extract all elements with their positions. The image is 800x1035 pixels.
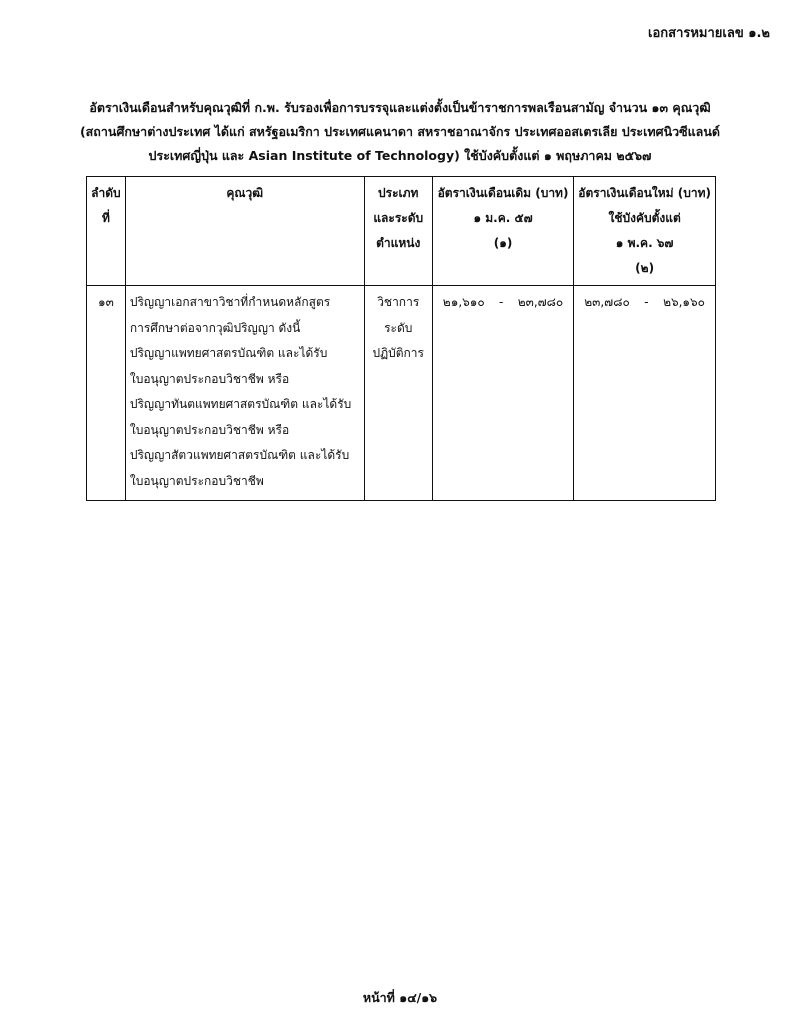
header-text: ประเภท [378, 186, 419, 200]
header-no [87, 177, 126, 286]
cell-position-type [364, 286, 432, 501]
qualification-line: ปริญญาแพทยศาสตรบัณฑิต และได้รับ [129, 346, 328, 360]
position-type-line: ระดับ [384, 320, 413, 335]
header-text: คุณวุฒิ [226, 186, 264, 200]
cell-new-salary [574, 286, 716, 501]
header-text: (๑) [493, 236, 513, 250]
title-line-2: (สถานศึกษาต่างประเทศ ได้แก่ สหรัฐอเมริกา ประเทศแคนาดา สหราชอาณาจักร ประเทศออสเตรเลีย ประเทศนิวซีแลนด์ [79, 124, 721, 139]
header-text: ตำแหน่ง [376, 236, 421, 250]
old-salary-max: ๒๓,๗๘๐ [517, 295, 564, 309]
table-row [87, 286, 716, 501]
range-separator: - [499, 295, 504, 309]
cell-old-salary [432, 286, 573, 501]
document-number: เอกสารหมายเลข ๑.๒ [648, 26, 770, 41]
header-text: อัตราเงินเดือนเดิม (บาท) [437, 186, 569, 200]
header-text: ลำดับ [91, 186, 121, 200]
qualification-line: ใบอนุญาตประกอบวิชาชีพ หรือ [129, 371, 290, 386]
header-text: ใช้บังคับตั้งแต่ [608, 211, 681, 225]
document-title [40, 96, 760, 168]
header-qualification [125, 177, 364, 286]
old-salary-range [437, 290, 569, 316]
header-text: ๑ พ.ค. ๖๗ [615, 236, 674, 250]
position-type-line: ปฏิบัติการ [372, 346, 424, 360]
new-salary-range [578, 290, 711, 316]
position-type-line: วิชาการ [377, 295, 420, 309]
header-position-type [364, 177, 432, 286]
qualification-line: ปริญญาทันตแพทยศาสตรบัณฑิต และได้รับ [129, 397, 352, 411]
header-text: และระดับ [373, 211, 424, 225]
title-line-1: อัตราเงินเดือนสำหรับคุณวุฒิที่ ก.พ. รับรองเพื่อการบรรจุและแต่งตั้งเป็นข้าราชการพลเรือนสามัญ จำนวน ๑๓ คุณวุฒิ [89, 100, 711, 115]
header-text: ๑ ม.ค. ๕๗ [473, 211, 533, 225]
salary-table [86, 176, 716, 501]
header-text: อัตราเงินเดือนใหม่ (บาท) [578, 186, 711, 200]
old-salary-min: ๒๑,๖๑๐ [442, 295, 485, 309]
header-new-salary [574, 177, 716, 286]
range-separator: - [644, 295, 649, 309]
cell-qualification [125, 286, 364, 501]
header-old-salary [432, 177, 573, 286]
page-number: หน้าที่ ๑๔/๑๖ [362, 990, 438, 1005]
cell-no: ๑๓ [87, 286, 126, 501]
qualification-line: ปริญญาเอกสาขาวิชาที่กำหนดหลักสูตร [129, 295, 331, 309]
new-salary-min: ๒๓,๗๘๐ [584, 295, 630, 309]
title-line-3: ประเทศญี่ปุ่น และ Asian Institute of Technology) ใช้บังคับตั้งแต่ ๑ พฤษภาคม ๒๕๖๗ [148, 148, 652, 163]
table-header-row [87, 177, 716, 286]
new-salary-max: ๒๖,๑๖๐ [663, 295, 705, 309]
qualification-line: ปริญญาสัตวแพทยศาสตรบัณฑิต และได้รับ [129, 448, 350, 462]
header-text: (๒) [635, 261, 655, 275]
qualification-line: ใบอนุญาตประกอบวิชาชีพ [129, 473, 264, 488]
header-text: ที่ [101, 211, 110, 225]
qualification-line: ใบอนุญาตประกอบวิชาชีพ หรือ [129, 422, 290, 437]
qualification-line: การศึกษาต่อจากวุฒิปริญญา ดังนี้ [129, 320, 301, 335]
